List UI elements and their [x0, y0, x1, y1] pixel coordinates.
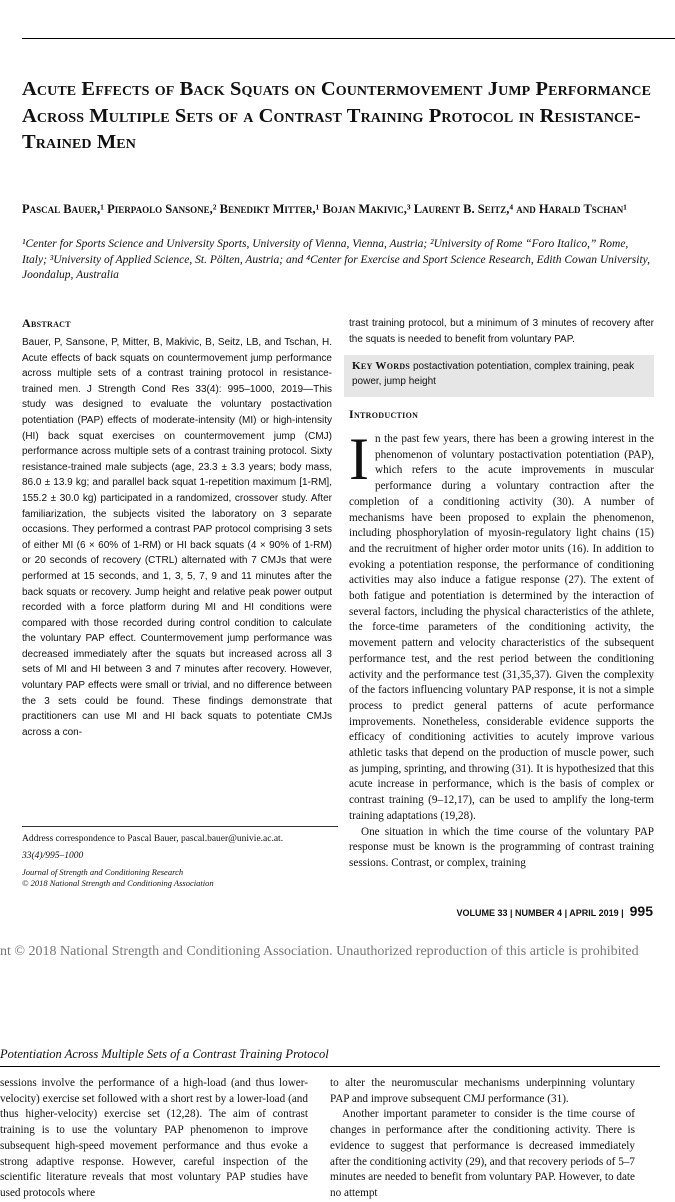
- article-title: Acute Effects of Back Squats on Countermovement Jump Performance Across Multiple Sets of a Contrast Training Protocol in Resistance-Trained Men: [22, 78, 652, 153]
- page2-right-para2: Another important parameter to consider is the time course of changes in performance after the conditioning activity. There is evidence to suggest that performance is decreased immediately after the conditioning activity (29), and that recovery periods of 5–7 minutes are needed to benefit from voluntary PAP. However, to date no attempt: [330, 1108, 635, 1199]
- author-list: Pascal Bauer,¹ Pierpaolo Sansone,² Benedikt Mitter,¹ Bojan Makivic,³ Laurent B. Seitz,⁴ and Harald Tschan¹: [22, 202, 628, 216]
- intro-paragraph-1: n the past few years, there has been a growing interest in the phenomenon of voluntary postactivation potentiation (PAP), which refers to the acute improvements in muscular performance during a voluntary contraction after the completion of a conditioning activity (30). A number of mechanisms have been proposed to explain the phenomenon, including phosphorylation of myosin-regulatory light chains (15) and the recruitment of higher order motor units (16). In addition to evoking a potentiation response, the performance of conditioning activities may also induce a fatigue response (27). The extent of both fatigue and potentiation is determined by the interaction of several factors, including the physical characteristics of the athlete, the force-time parameters of the conditioning activity, the movement pattern and velocity characteristics of the subsequent performance test, and the rest period between the conditioning activity and the performance test (31,35,37). Given the complexity of the factors influencing voluntary PAP response, it is not a simple process to predict general patterns of acute performance improvements. Nonetheless, considerable evidence supports the efficacy of conditioning activities to acutely improve various athletic tasks that depend on the production of muscle power, such as jumping, sprinting, and throwing (31). It is hypothesized that this acute increase in performance, which is the basis of complex or contrast training (9–12,17), can be used to amplify the long-term training adaptations (19,28).: [349, 433, 654, 822]
- running-head: Potentiation Across Multiple Sets of a Contrast Training Protocol: [0, 1047, 329, 1061]
- keywords-heading: Key Words: [352, 360, 411, 372]
- intro-paragraph-2: One situation in which the time course of the voluntary PAP response must be known is the programming of contrast training sessions. Contrast, or complex, training: [349, 825, 654, 869]
- footnotes: [22, 833, 342, 889]
- journal-note: Journal of Strength and Conditioning Research: [22, 867, 184, 877]
- page2-left-column: sessions involve the performance of a high-load (and thus lower-velocity) exercise set followed with a short rest by a lower-load (and thus higher-velocity) exercise set (12,28). The aim of contrast training is to use the voluntary PAP phenomenon to improve subsequent high-speed movement performance and thus evoke a strong adaptive response. However, careful inspection of the scientific literature reveals that most voluntary PAP studies have used protocols where: [0, 1077, 308, 1199]
- page2-right-para1: to alter the neuromuscular mechanisms underpinning voluntary PAP and improve subsequent CMJ performance (31).: [330, 1077, 635, 1105]
- abstract-body: Bauer, P, Sansone, P, Mitter, B, Makivic, B, Seitz, LB, and Tschan, H. Acute effects of back squats on countermovement jump performance across multiple sets of a contrast training protocol in resistance-trained men. J Strength Cond Res 33(4): 995–1000, 2019—This study was designed to evaluate the voluntary postactivation potentiation (PAP) effects of moderate-intensity (MI) or high-intensity (HI) back squat exercises on countermovement jump (CMJ) performance across multiple sets of a contrast training protocol. Sixty resistance-trained male subjects (age, 23.3 ± 3.3 years; body mass, 86.0 ± 13.9 kg; and parallel back squat 1-repetition maximum [1-RM], 155.2 ± 30.0 kg) participated in a randomized, crossover study. After familiarization, the subjects visited the laboratory on 3 separate occasions. They performed a contrast PAP protocol comprising 3 sets of either MI (6 × 60% of 1-RM) or HI back squats (4 × 90% of 1-RM) or 20 seconds of recovery (CTRL) alternated with 7 CMJs that were performed at 15 seconds, and 1, 3, 5, 7, 9 and 11 minutes after the back squats or recovery. Jump height and relative peak power output recorded with a force platform during MI and HI conditions were compared with those recorded during control condition to calculate the voluntary PAP effect. Countermovement jump performance was decreased immediately after the squats but increased across all 3 sets of MI and HI between 3 and 7 minutes after recovery. However, voluntary PAP effects were small or trivial, and no difference between the 3 sets could be found. These findings demonstrate that practitioners can use MI and HI back squats to potentiate CMJs across a con-: [22, 337, 332, 738]
- keywords-text: postactivation potentiation, complex training, peak power, jump height: [352, 361, 635, 387]
- dropcap: I: [349, 426, 369, 492]
- page-footer: [457, 903, 653, 919]
- keywords-box: [344, 355, 654, 397]
- copyright-watermark: nt © 2018 National Strength and Conditioning Association. Unauthorized reproduction of this article is prohibited: [0, 944, 639, 959]
- top-rule: [22, 38, 675, 39]
- running-head-rule: [0, 1066, 660, 1067]
- abstract-heading: Abstract: [22, 316, 71, 330]
- footnote-rule: [22, 826, 338, 827]
- citation-note: 33(4)/995–1000: [22, 850, 84, 861]
- correspondence-note: Address correspondence to Pascal Bauer, pascal.bauer@univie.ac.at.: [22, 834, 284, 844]
- copyright-note: © 2018 National Strength and Conditioning Association: [22, 878, 214, 888]
- page-number: 995: [629, 903, 653, 919]
- affiliations: ¹Center for Sports Science and University Sports, University of Vienna, Vienna, Austria; ²University of Rome “Foro Italico,” Rome, Italy; ³University of Applied Science, St. Pölten, Austria; and ⁴Center for Exercise and Sport Science Research, Edith Cowan University, Joondalup, Australia: [22, 238, 650, 281]
- introduction-body: [349, 426, 654, 872]
- introduction-heading: Introduction: [349, 407, 419, 421]
- abstract-continuation: trast training protocol, but a minimum of 3 minutes of recovery after the squats is needed to benefit from voluntary PAP.: [349, 318, 654, 345]
- page2-right-column: [330, 1076, 635, 1202]
- volume-info: VOLUME 33 | NUMBER 4 | APRIL 2019 |: [456, 908, 624, 918]
